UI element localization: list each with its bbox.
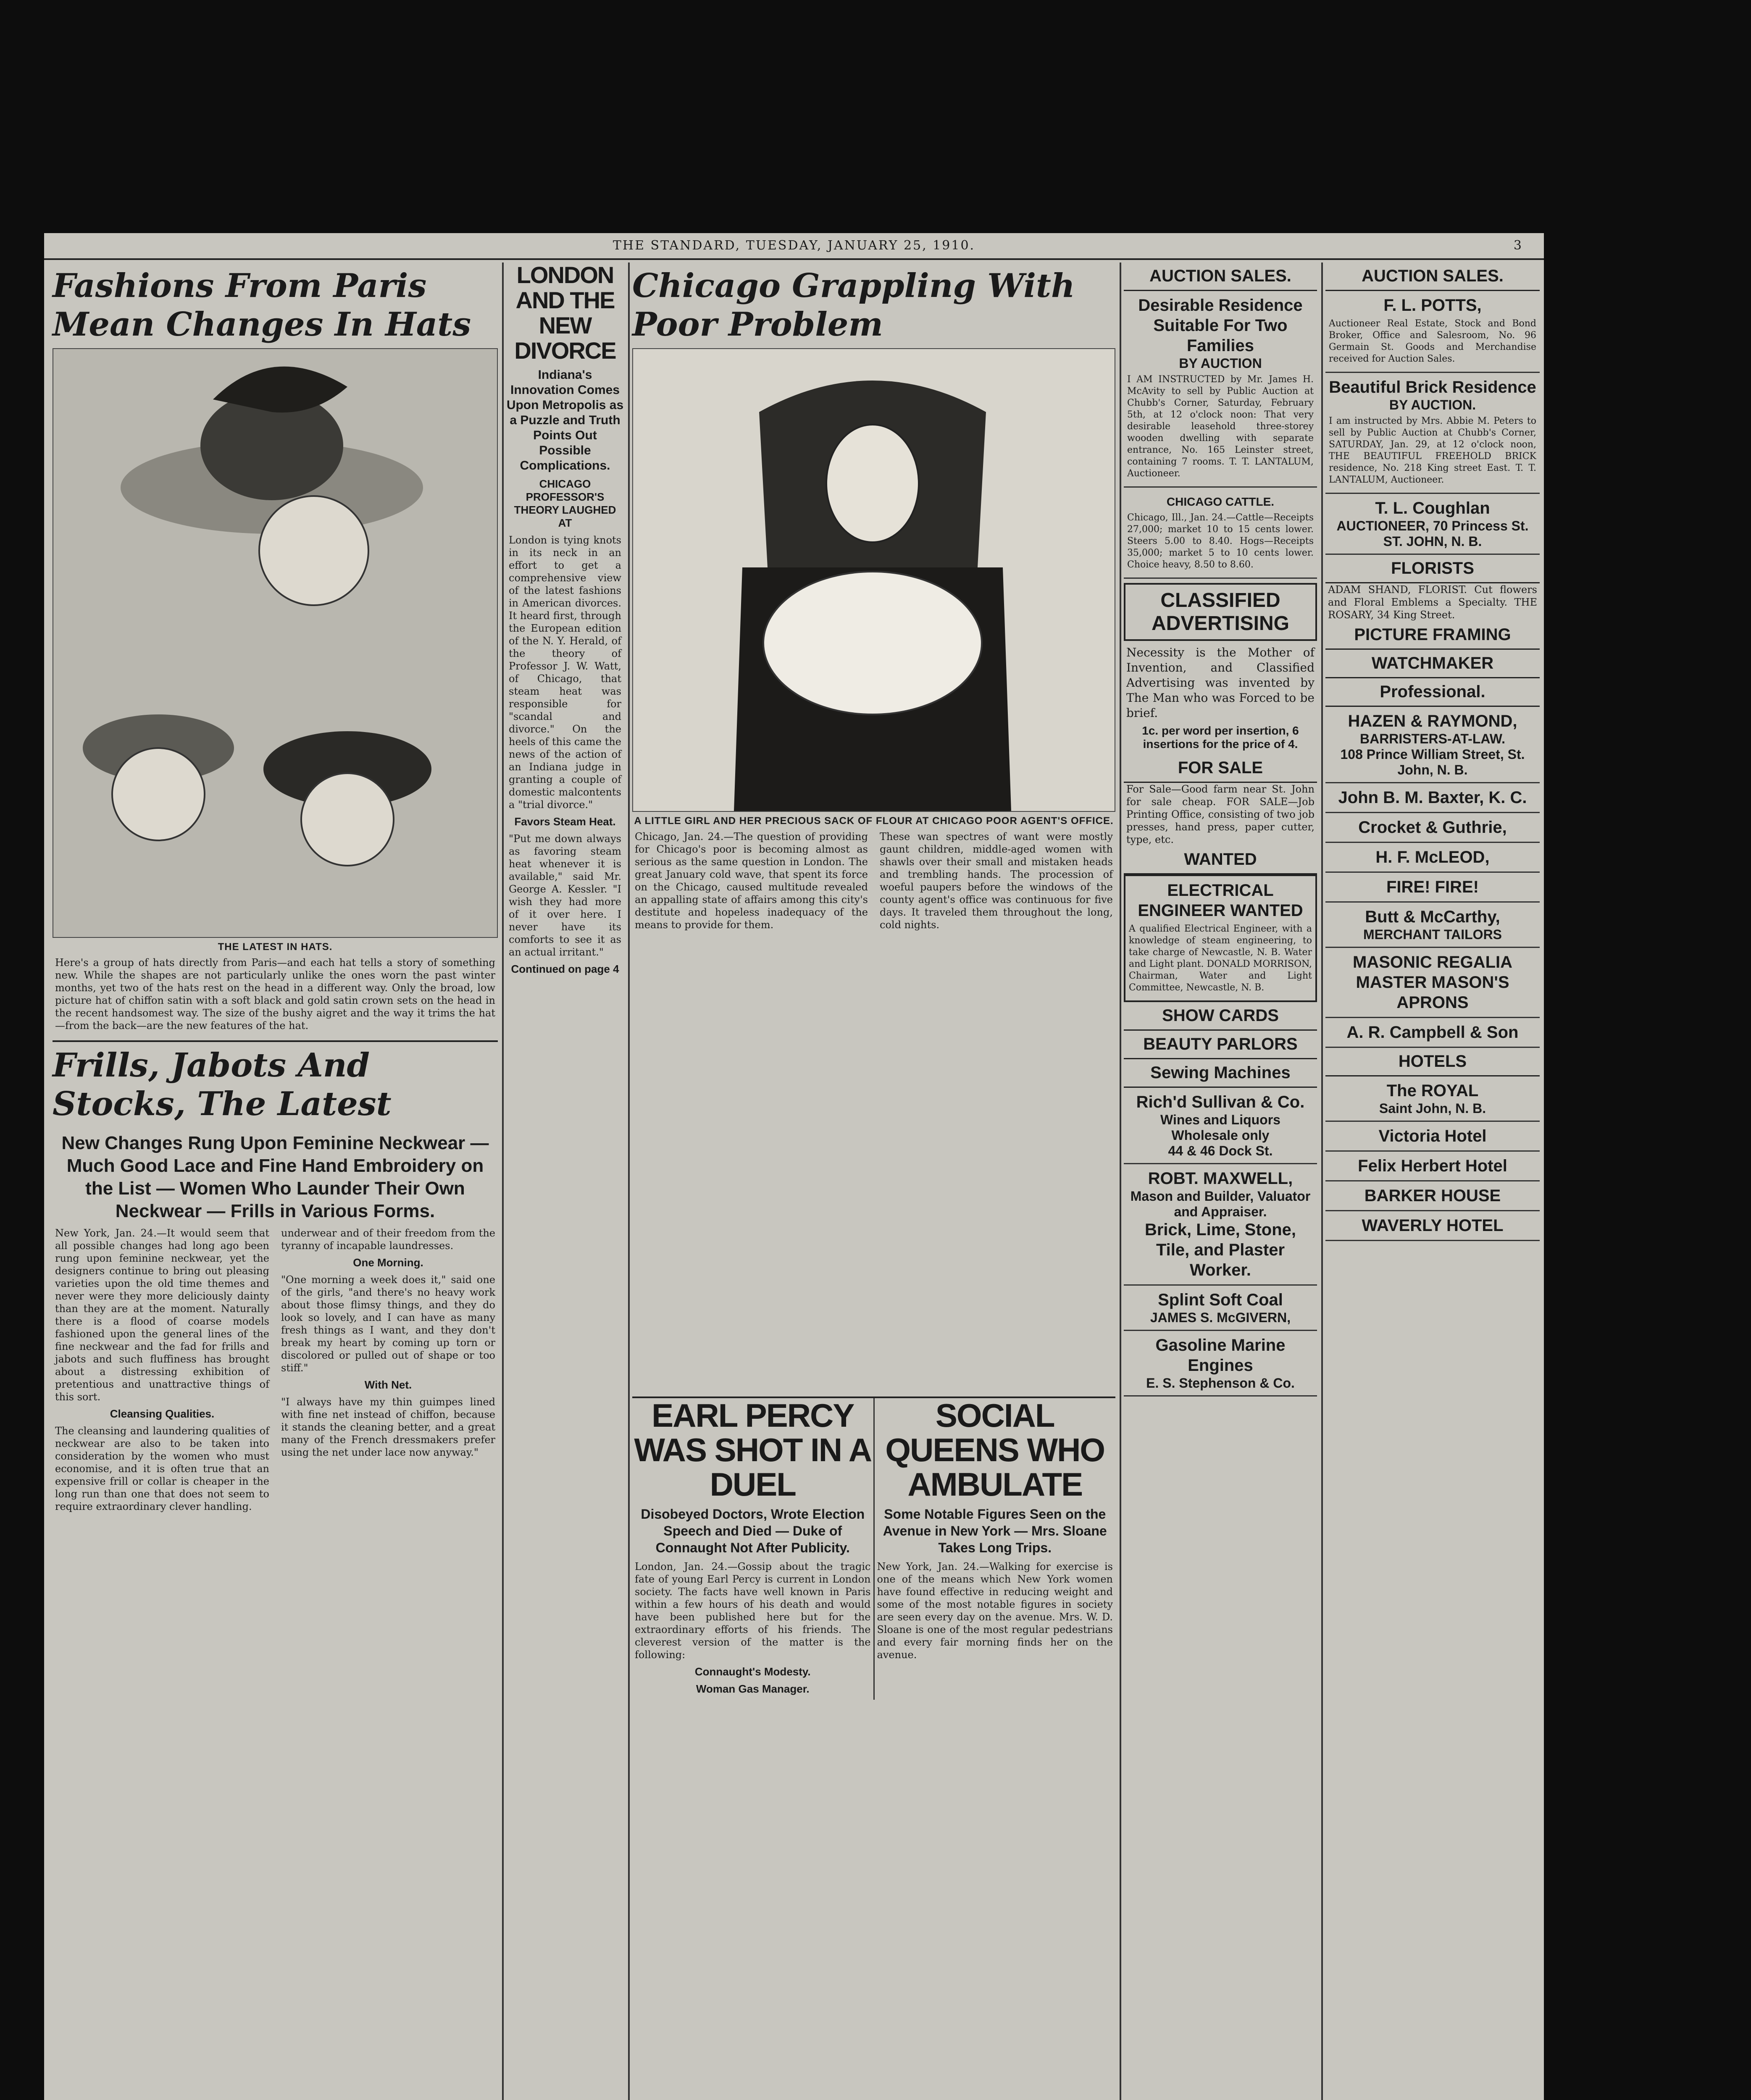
fashion-body: Here's a group of hats directly from Paris—and each hat tells a story of something new. While the shapes are not particularly unlike the ones worn the past winter months, yet two of the hats rest on the head in a different way. Only the broad, low picture hat of chiffon satin with a soft black and gold satin crown sets on the head in the recent handsomest way. The size of the bushy aigret and the way it trims the hat—from the back—are the new features of the hat. bbox=[55, 957, 495, 1032]
coal-sub: JAMES S. McGIVERN, bbox=[1150, 1310, 1291, 1325]
framing-title: PICTURE FRAMING bbox=[1325, 621, 1540, 650]
social-queens-story bbox=[875, 1398, 1116, 1700]
engineer-wanted-body: A qualified Electrical Engineer, with a knowledge of steam engineering, to take charge of Newcastle, N. B. Water and Light plant. DONALD MORRISON, Chairman, Water and Light Committee, Newcastle, N. B. bbox=[1129, 924, 1312, 993]
frills-columns bbox=[53, 1227, 498, 1513]
frills-deck: New Changes Rung Upon Feminine Neckwear — Much Good Lace and Fine Hand Embroidery on the List — Women Who Launder Their Own Neckwear — Frills in Various Forms. bbox=[61, 1133, 489, 1221]
social-headline: SOCIAL QUEENS WHO AMBULATE bbox=[885, 1397, 1105, 1503]
campbell-head: A. R. Campbell & Son bbox=[1346, 1023, 1519, 1042]
mcleod-head: H. F. McLEOD, bbox=[1375, 848, 1490, 866]
classified-tagline: Necessity is the Mother of Invention, and Classified Advertising was invented by The Man who was Forced to be brief. bbox=[1126, 646, 1315, 720]
frills-column-right bbox=[279, 1227, 498, 1513]
victoria-head: Victoria Hotel bbox=[1378, 1127, 1487, 1145]
residence-ad-head: Desirable Residence Suitable For Two Families bbox=[1138, 296, 1303, 355]
hazen-head: HAZEN & RAYMOND, bbox=[1348, 712, 1517, 730]
potts-ad bbox=[1325, 291, 1540, 373]
social-deck: Some Notable Figures Seen on the Avenue in New York — Mrs. Sloane Takes Long Trips. bbox=[883, 1507, 1107, 1555]
barker-ad bbox=[1325, 1181, 1540, 1211]
professional-title: Professional. bbox=[1325, 678, 1540, 707]
maxwell-ad bbox=[1124, 1164, 1317, 1286]
london-subhead: CHICAGO PROFESSOR'S THEORY LAUGHED AT bbox=[514, 478, 616, 529]
column-rule bbox=[1321, 262, 1323, 2100]
brick-head: Beautiful Brick Residence bbox=[1329, 378, 1536, 396]
residence-ad-sub: BY AUCTION bbox=[1179, 356, 1262, 371]
cattle-body: Chicago, Ill., Jan. 24.—Cattle—Receipts 27,000; market 10 to 15 cents lower. Steers 5.00 to 8.40. Hogs—Receipts 35,000; market 5 to 10 cents lower. Choice heavy, 8.50 to 8.60. bbox=[1127, 512, 1314, 570]
column-rule bbox=[1120, 262, 1121, 2100]
crocket-ad bbox=[1325, 813, 1540, 843]
florists-body: ADAM SHAND, FLORIST. Cut flowers and Floral Emblems a Specialty. THE ROSARY, 34 King Street. bbox=[1328, 584, 1537, 621]
london-body-2: "Put me down always as favoring steam heat whenever it is available," said Mr. George A. Kessler. "I wish they had more of it over here. I never have its comforts to see it as an actual irritant." bbox=[509, 833, 621, 958]
gasoline-sub: E. S. Stephenson & Co. bbox=[1146, 1376, 1295, 1391]
earl-headline: EARL PERCY WAS SHOT IN A DUEL bbox=[634, 1397, 872, 1503]
residence-ad-body: I AM INSTRUCTED by Mr. James H. McAvity to sell by Public Auction at Chubb's Corner, Saturday, February 5th, at 12 o'clock noon: That very desirable leasehold three-storey wooden dwelling with separate entrance, No. 165 Leinster street, containing 7 rooms. T. T. LANTALUM, Auctioneer. bbox=[1127, 374, 1314, 479]
sullivan-address: 44 & 46 Dock St. bbox=[1168, 1143, 1273, 1158]
tlc-sub: AUCTIONEER, 70 Princess St. ST. JOHN, N. B. bbox=[1336, 518, 1529, 549]
waverly-head: WAVERLY HOTEL bbox=[1362, 1216, 1504, 1235]
cattle-report bbox=[1124, 488, 1317, 579]
frills-body-left-2: The cleansing and laundering qualities of neckwear are also to be taken into consideration by the women who must economise, and it is often true that an expensive frill or collar is cheaper in the long run than one that does not seem to require extraordinary clever handling. bbox=[55, 1425, 269, 1512]
chicago-body-left: Chicago, Jan. 24.—The question of providing for Chicago's poor is becoming almost as serious as the same question in London. The great January cold wave, that spent its force on the Chicago, caused multitude revealed an appalling state of affairs among this city's destitute and hopeless inadequacy of the means to provide for them. bbox=[635, 831, 868, 931]
chicago-headline: Chicago Grappling With Poor Problem bbox=[632, 267, 1075, 344]
fashion-section bbox=[53, 262, 498, 1513]
earl-deck: Disobeyed Doctors, Wrote Election Speech and Died — Duke of Connaught Not After Publicity. bbox=[641, 1507, 865, 1555]
brick-body: I am instructed by Mrs. Abbie M. Peters to sell by Public Auction at Chubb's Corner, SATURDAY, Jan. 29, at 12 o'clock noon, THE BEAUTIFUL FREEHOLD BRICK residence, No. 218 King street East. T. T. LANTALUM, Auctioneer. bbox=[1329, 416, 1536, 485]
crocket-head: Crocket & Guthrie, bbox=[1358, 818, 1507, 837]
masonic-head: MASONIC REGALIA MASTER MASON'S APRONS bbox=[1353, 953, 1512, 1012]
hats-caption: THE LATEST IN HATS. bbox=[218, 941, 333, 953]
newspaper-page bbox=[44, 233, 1544, 2100]
potts-body: Auctioneer Real Estate, Stock and Bond Broker, Office and Salesroom, No. 96 Germain St. Goods and Merchandise received for Auction Sales. bbox=[1329, 318, 1536, 364]
frills-section bbox=[53, 1040, 498, 1513]
potts-head: F. L. POTTS, bbox=[1383, 296, 1482, 315]
royal-head: The ROYAL bbox=[1386, 1082, 1479, 1100]
frills-headline: Frills, Jabots And Stocks, The Latest bbox=[53, 1046, 392, 1123]
chicago-columns bbox=[632, 830, 1115, 931]
butt-sub: MERCHANT TAILORS bbox=[1363, 927, 1502, 942]
engineer-wanted-ad bbox=[1124, 874, 1317, 1002]
earl-percy-story bbox=[632, 1398, 875, 1700]
cattle-head: CHICAGO CATTLE. bbox=[1166, 495, 1275, 508]
social-body: New York, Jan. 24.—Walking for exercise is one of the means which New York women have found effective in reducing weight and some of the most notable figures in society are seen every day on the avenue. Mrs. W. D. Sloane is one of the most regular pedestrians and every fair morning finds her on the avenue. bbox=[877, 1561, 1113, 1661]
masonic-ad bbox=[1325, 948, 1540, 1018]
butt-head: Butt & McCarthy, bbox=[1365, 908, 1500, 926]
baxter-head: John B. M. Baxter, K. C. bbox=[1338, 788, 1527, 807]
watchmaker-title: WATCHMAKER bbox=[1325, 650, 1540, 678]
gasoline-ad bbox=[1124, 1331, 1317, 1396]
maxwell-sub: Mason and Builder, Valuator and Appraiser. bbox=[1130, 1189, 1311, 1219]
royal-ad bbox=[1325, 1076, 1540, 1122]
sullivan-sub: Wines and Liquors Wholesale only bbox=[1160, 1112, 1280, 1143]
frills-subhead-cleansing: Cleansing Qualities. bbox=[110, 1407, 215, 1420]
masthead-title: THE STANDARD, TUESDAY, JANUARY 25, 1910. bbox=[613, 238, 975, 253]
sullivan-ad bbox=[1124, 1088, 1317, 1164]
column-rule bbox=[628, 262, 630, 2100]
maxwell-head: ROBT. MAXWELL, bbox=[1148, 1169, 1293, 1188]
frills-column-left bbox=[53, 1227, 272, 1513]
coal-head: Splint Soft Coal bbox=[1158, 1291, 1283, 1309]
earl-subhead-gas: Woman Gas Manager. bbox=[696, 1683, 810, 1695]
florists-title: FLORISTS bbox=[1325, 555, 1540, 583]
auction-classified-column bbox=[1124, 262, 1317, 1396]
maxwell-big: Brick, Lime, Stone, Tile, and Plaster Worker. bbox=[1144, 1221, 1296, 1279]
for-sale-title: FOR SALE bbox=[1124, 754, 1317, 783]
chicago-caption: A LITTLE GIRL AND HER PRECIOUS SACK OF FLOUR AT CHICAGO POOR AGENT'S OFFICE. bbox=[634, 815, 1114, 827]
royal-sub: Saint John, N. B. bbox=[1379, 1101, 1486, 1116]
classified-title: CLASSIFIED ADVERTISING bbox=[1124, 583, 1317, 641]
london-body: London is tying knots in its neck in an effort to get a comprehensive view of the latest fashions in American divorces. It heard first, through the European edition of the N. Y. Herald, of the theory of Professor J. W. Watt, of Chicago, that steam heat was responsible for "scandal and divorce." On the heels of this came the news of the action of an Indiana judge in granting a couple of domestic malcontents a "trial divorce." bbox=[509, 534, 621, 811]
wanted-title: WANTED bbox=[1124, 846, 1317, 874]
engineer-wanted-head: ELECTRICAL ENGINEER WANTED bbox=[1138, 881, 1303, 920]
frills-subhead-net: With Net. bbox=[364, 1378, 412, 1391]
frills-subhead-morning: One Morning. bbox=[353, 1256, 423, 1269]
waverly-ad bbox=[1325, 1211, 1540, 1241]
hazen-sub: BARRISTERS-AT-LAW. bbox=[1359, 731, 1506, 746]
sullivan-head: Rich'd Sullivan & Co. bbox=[1136, 1093, 1305, 1111]
classified-rates: 1c. per word per insertion, 6 insertions for the price of 4. bbox=[1142, 724, 1299, 751]
baxter-ad bbox=[1325, 783, 1540, 813]
tlc-ad bbox=[1325, 494, 1540, 555]
auction-title-right: AUCTION SALES. bbox=[1325, 262, 1540, 291]
hats-illustration bbox=[53, 348, 498, 938]
frills-body-mid-2: "One morning a week does it," said one of the girls, "and there's no heavy work about those flimsy things, and they do look so lovely, and I can have as many fresh things as I want, and they don't break my heart by coming up torn or discolored or pulled out of shape or too stiff." bbox=[281, 1274, 495, 1374]
fire-head: FIRE! FIRE! bbox=[1386, 878, 1479, 896]
girl-flour-illustration bbox=[632, 348, 1115, 812]
beauty-title: BEAUTY PARLORS bbox=[1124, 1031, 1317, 1059]
london-subhead-steam: Favors Steam Heat. bbox=[514, 815, 616, 828]
show-cards-title: SHOW CARDS bbox=[1124, 1002, 1317, 1031]
hotels-title: HOTELS bbox=[1325, 1048, 1540, 1076]
barker-head: BARKER HOUSE bbox=[1364, 1186, 1501, 1205]
butt-ad bbox=[1325, 903, 1540, 948]
felix-ad bbox=[1325, 1152, 1540, 1181]
for-sale-body: For Sale—Good farm near St. John for sale cheap. FOR SALE—Job Printing Office, consisting of two job presses, hand press, paper cutter, type, etc. bbox=[1126, 783, 1315, 845]
london-deck: Indiana's Innovation Comes Upon Metropolis as a Puzzle and Truth Points Out Possible Complications. bbox=[506, 368, 624, 472]
girl-with-sack-icon bbox=[633, 349, 1115, 811]
victoria-ad bbox=[1325, 1122, 1540, 1152]
auction-title: AUCTION SALES. bbox=[1124, 262, 1317, 291]
brick-sub: BY AUCTION. bbox=[1389, 397, 1476, 412]
fashion-headline: Fashions From Paris Mean Changes In Hats bbox=[53, 267, 471, 344]
frills-body-mid: underwear and of their freedom from the tyranny of incapable laundresses. bbox=[281, 1227, 495, 1252]
frills-body-mid-3: "I always have my thin guimpes lined with fine net instead of chiffon, because it stands the cleaning better, and a great many of the French dressmakers prefer using the net under lace now anyway." bbox=[281, 1396, 495, 1458]
sewing-title: Sewing Machines bbox=[1124, 1059, 1317, 1088]
masthead bbox=[44, 233, 1544, 260]
frills-body-left: New York, Jan. 24.—It would seem that all possible changes had long ago been rung upon feminine neckwear, yet the designers continue to bring out pleasing varieties upon the old time themes and never were they more deliciously dainty than they are at the moment. Naturally there is a flood of coarse models fashioned upon the general lines of the fine neckwear and the fad for frills and jabots and such fluffiness has brought about a distressing exhibition of pretentious and unattractive things of this sort. bbox=[55, 1227, 269, 1403]
brick-ad bbox=[1325, 373, 1540, 494]
lower-stories bbox=[632, 1396, 1115, 1700]
tlc-head: T. L. Coughlan bbox=[1375, 499, 1490, 517]
earl-body: London, Jan. 24.—Gossip about the tragic fate of young Earl Percy is current in London society. The facts have well known in Paris within a few hours of his death and would have been published here but for the extraordinary efforts of his friends. The cleverest version of the matter is the following: bbox=[635, 1561, 871, 1661]
residence-ad bbox=[1124, 291, 1317, 488]
chicago-body-right: These wan spectres of want were mostly gaunt children, middle-aged women with shawls over their small and mistaken heads and trembling hands. The procession of woeful paupers before the windows of the county agent's office was continuous for five days. It traveled them throughout the long, cold nights. bbox=[880, 831, 1113, 931]
london-headline: LONDON AND THE NEW DIVORCE bbox=[514, 262, 616, 364]
directory-column bbox=[1325, 262, 1540, 1241]
mcleod-ad bbox=[1325, 843, 1540, 873]
column-rule bbox=[502, 262, 504, 2100]
hazen-ad bbox=[1325, 707, 1540, 783]
coal-ad bbox=[1124, 1286, 1317, 1331]
fire-ad bbox=[1325, 873, 1540, 903]
page-number: 3 bbox=[1513, 238, 1523, 253]
earl-subhead-connaught: Connaught's Modesty. bbox=[694, 1665, 811, 1678]
chicago-section bbox=[632, 262, 1115, 1695]
gasoline-head: Gasoline Marine Engines bbox=[1155, 1336, 1286, 1375]
hazen-address: 108 Prince William Street, St. John, N. B. bbox=[1340, 747, 1525, 777]
felix-head: Felix Herbert Hotel bbox=[1358, 1157, 1507, 1175]
london-continued: Continued on page 4 bbox=[511, 963, 619, 975]
hat-drawing-icon bbox=[53, 349, 497, 937]
london-section bbox=[506, 262, 624, 980]
campbell-ad bbox=[1325, 1018, 1540, 1048]
